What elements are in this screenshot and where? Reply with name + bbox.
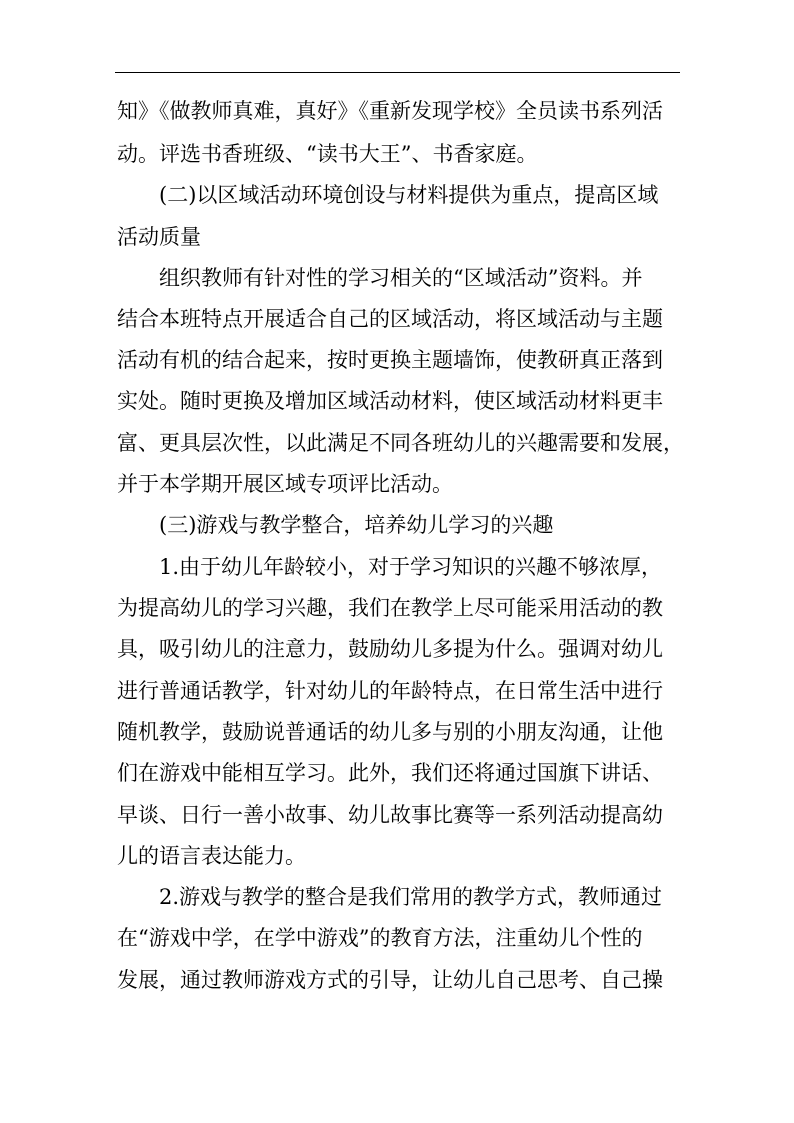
text-line-17: 们在游戏中能相互学习。此外，我们还将通过国旗下讲话、 xyxy=(117,761,663,785)
text-line-8: 实处。随时更换及增加区域活动材料，使区域活动材料更丰 xyxy=(117,389,663,413)
text-line-22: 发展，通过教师游戏方式的引导，让幼儿自己思考、自己操 xyxy=(117,968,663,992)
text-line-10: 并于本学期开展区域专项评比活动。 xyxy=(117,472,453,496)
text-line-21: 在“游戏中学，在学中游戏”的教育方法，注重幼儿个性的 xyxy=(117,926,643,950)
section-heading-2-cont: 活动质量 xyxy=(117,225,201,249)
text-line-7: 活动有机的结合起来，按时更换主题墙饰，使教研真正落到 xyxy=(117,348,663,372)
text-line-19: 儿的语言表达能力。 xyxy=(117,844,306,868)
header-rule xyxy=(115,72,680,73)
text-line-16: 随机教学，鼓励说普通话的幼儿多与别的小朋友沟通，让他 xyxy=(117,720,663,744)
text-line-9: 富、更具层次性，以此满足不同各班幼儿的兴趣需要和发展， xyxy=(117,431,684,455)
text-line-15: 进行普通话教学，针对幼儿的年龄特点，在日常生活中进行 xyxy=(117,679,663,703)
text-line-14: 具，吸引幼儿的注意力，鼓励幼儿多提为什么。强调对幼儿 xyxy=(117,637,663,661)
text-line-12: 1.由于幼儿年龄较小，对于学习知识的兴趣不够浓厚， xyxy=(159,555,663,579)
text-line-20: 2.游戏与教学的整合是我们常用的教学方式，教师通过 xyxy=(159,885,663,909)
text-line-2: 动。评选书香班级、“读书大王”、书香家庭。 xyxy=(117,142,538,166)
text-line-18: 早谈、日行一善小故事、幼儿故事比赛等一系列活动提高幼 xyxy=(117,803,663,827)
text-line-1: 知》《做教师真难，真好》《重新发现学校》全员读书系列活 xyxy=(117,99,663,123)
section-heading-2: (二)以区域活动环境创设与材料提供为重点，提高区域 xyxy=(159,183,659,207)
text-line-13: 为提高幼儿的学习兴趣，我们在教学上尽可能采用活动的教 xyxy=(117,596,663,620)
text-line-5: 组织教师有针对性的学习相关的“区域活动”资料。并 xyxy=(159,266,643,290)
section-heading-3: (三)游戏与教学整合，培养幼儿学习的兴趣 xyxy=(159,513,554,537)
text-line-6: 结合本班特点开展适合自己的区域活动，将区域活动与主题 xyxy=(117,307,663,331)
